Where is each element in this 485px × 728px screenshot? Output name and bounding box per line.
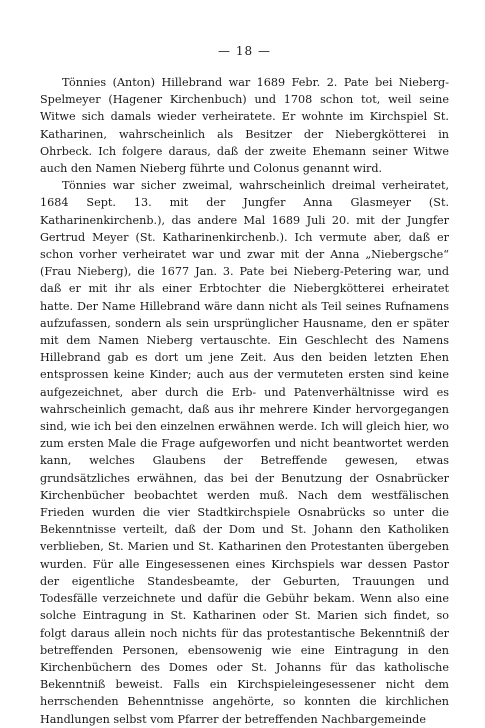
paragraph-2: Tönnies war sicher zweimal, wahrscheinlich dreimal verheiratet, 1684 Sept. 13. mit der Jungfer Anna Glasmeyer (St. Katharinenkirchenb.), das andere Mal 1689 Juli 20. mit der Jungfer Gertrud Meyer (St. Katharinenkirchenb.). Ich vermute aber, daß er schon vorher verheiratet war und zwar mit der Anna „Niebergsche“ (Frau Nieberg), die 1677 Jan. 3. Pate bei Nieberg-Petering war, und daß er mit ihr als einer Erbtochter die Niebergkötterei erheiratet hatte. Der Name Hillebrand wäre dann nicht als Teil seines Rufnamens aufzufassen, sondern als sein ursprünglicher Hausname, den er später mit dem Namen Nieberg vertauschte. Ein Geschlecht des Namens Hillebrand gab es dort um jene Zeit. Aus den beiden letzten Ehen entsprossen keine Kinder; auch aus der vermuteten ersten sind keine aufgezeichnet, aber durch die Erb- und Patenverhältnisse wird es wahrscheinlich gemacht, daß aus ihr mehrere Kinder hervorgegangen sind, wie ich bei den einzelnen erwähnen werde. Ich will gleich hier, wo zum ersten Male die Frage aufgeworfen und nicht beantwortet werden kann, welches Glaubens der Betreffende gewesen, etwas grundsätzliches erwähnen, das bei der Benutzung der Osnabrücker Kirchenbücher beobachtet werden muß. Nach dem westfälischen Frieden wurden die vier Stadtkirchspiele Osnabrücks so unter die Bekenntnisse verteilt, daß der Dom und St. Johann den Katholiken verblieben, St. Marien und St. Katharinen den Protestanten übergeben wurden. Für alle Eingesessenen eines Kirchspiels war dessen Pastor der eigentliche Standesbeamte, der Geburten, Trauungen und Todesfälle verzeichnete und dafür die Gebühr bekam. Wenn also eine solche Eintragung in St. Katharinen oder St. Marien sich findet, so folgt daraus allein noch nichts für das protestantische Bekenntniß der betreffenden Personen, ebensowenig wie eine Eintragung in den Kirchenbüchern des Domes oder St. Johanns für das katholische Bekenntniß beweist. Falls ein Kirchspieleingesessener nicht dem herrschenden Behenntnisse angehörte, so konnten die kirchlichen Handlungen selbst vom Pfarrer der betreffenden Nachbargemeinde xyxy=(40,179,449,726)
paragraph-1: Tönnies (Anton) Hillebrand war 1689 Febr. 2. Pate bei Nieberg-Spelmeyer (Hagener Kirchenbuch) und 1708 schon tot, weil seine Witwe sich damals wieder verheiratete. Er wohnte im Kirchspiel St. Katharinen, wahrscheinlich als Besitzer der Niebergkötterei in Ohrbeck. Ich folgere daraus, daß der zweite Ehemann seiner Witwe auch den Namen Nieberg führte und Colonus genannt wird. xyxy=(40,76,449,176)
page-number: — 18 — xyxy=(218,44,271,58)
